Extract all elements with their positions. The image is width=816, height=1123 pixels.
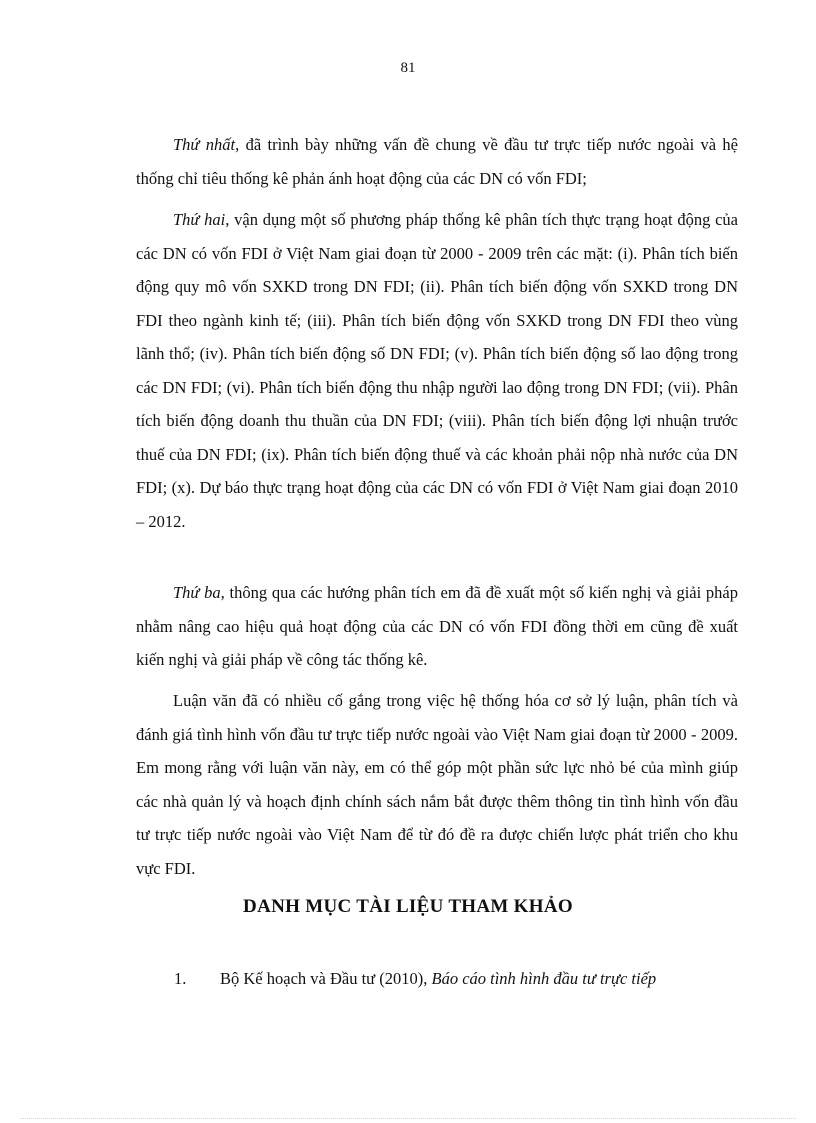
paragraph-thu-nhat — [136, 128, 738, 195]
page-bottom-border — [20, 1118, 796, 1119]
reference-text — [220, 964, 656, 994]
reference-title: Báo cáo tình hình đầu tư trực tiếp — [431, 969, 657, 988]
paragraph-text: , vận dụng một số phương pháp thống kê phân tích thực trạng hoạt động của các DN có vốn FDI ở Việt Nam giai đoạn từ 2000 - 2009 trên các mặt: (i). Phân tích biến động quy mô vốn SXKD trong DN FDI; (ii). Phân tích biến động vốn SXKD trong DN FDI theo ngành kinh tế; (iii). Phân tích biến động vốn SXKD trong DN FDI theo vùng lãnh thổ; (iv). Phân tích biến động số DN FDI; (v). Phân tích biến động số lao động trong các DN FDI; (vi). Phân tích biến động thu nhập người lao động trong DN FDI; (vii). Phân tích biến động doanh thu thuần của DN FDI; (viii). Phân tích biến động lợi nhuận trước thuế của DN FDI; (ix). Phân tích biến động thuế và các khoản phải nộp nhà nước của DN FDI; (x). Dự báo thực trạng hoạt động của các DN có vốn FDI ở Việt Nam giai đoạn 2010 – 2012. — [136, 210, 739, 531]
paragraph-thu-hai — [136, 203, 738, 538]
paragraph-lead: Thứ nhất — [173, 135, 236, 154]
reference-number: 1. — [174, 969, 187, 988]
paragraph-conclusion — [136, 684, 738, 885]
paragraph-text: , đã trình bày những vấn đề chung về đầu tư trực tiếp nước ngoài và hệ thống chỉ tiêu thống kê phản ánh hoạt động của các DN có vốn FDI; — [136, 135, 739, 188]
paragraph-text: , thông qua các hướng phân tích em đã đề xuất một số kiến nghị và giải pháp nhằm nâng cao hiệu quả hoạt động của các DN có vốn FDI đồng thời em cũng đề xuất kiến nghị và giải pháp về công tác thống kê. — [136, 583, 738, 669]
references-heading: DANH MỤC TÀI LIỆU THAM KHẢO — [243, 896, 573, 917]
page-number: 81 — [400, 60, 416, 76]
paragraph-lead: Thứ hai — [173, 210, 226, 229]
paragraph-text: Luận văn đã có nhiều cố gắng trong việc hệ thống hóa cơ sở lý luận, phân tích và đánh giá tình hình vốn đầu tư trực tiếp nước ngoài vào Việt Nam giai đoạn từ 2000 - 2009. Em mong rằng với luận văn này, em có thể góp một phần sức lực nhỏ bé của mình giúp các nhà quản lý và hoạch định chính sách nắm bắt được thêm thông tin tình hình vốn đầu tư trực tiếp nước ngoài vào Việt Nam để từ đó đề ra được chiến lược phát triển cho khu vực FDI. — [136, 691, 738, 878]
paragraph-lead: Thứ ba — [173, 583, 221, 602]
reference-author: Bộ Kế hoạch và Đầu tư (2010), — [220, 969, 432, 988]
paragraph-thu-ba — [136, 576, 738, 677]
